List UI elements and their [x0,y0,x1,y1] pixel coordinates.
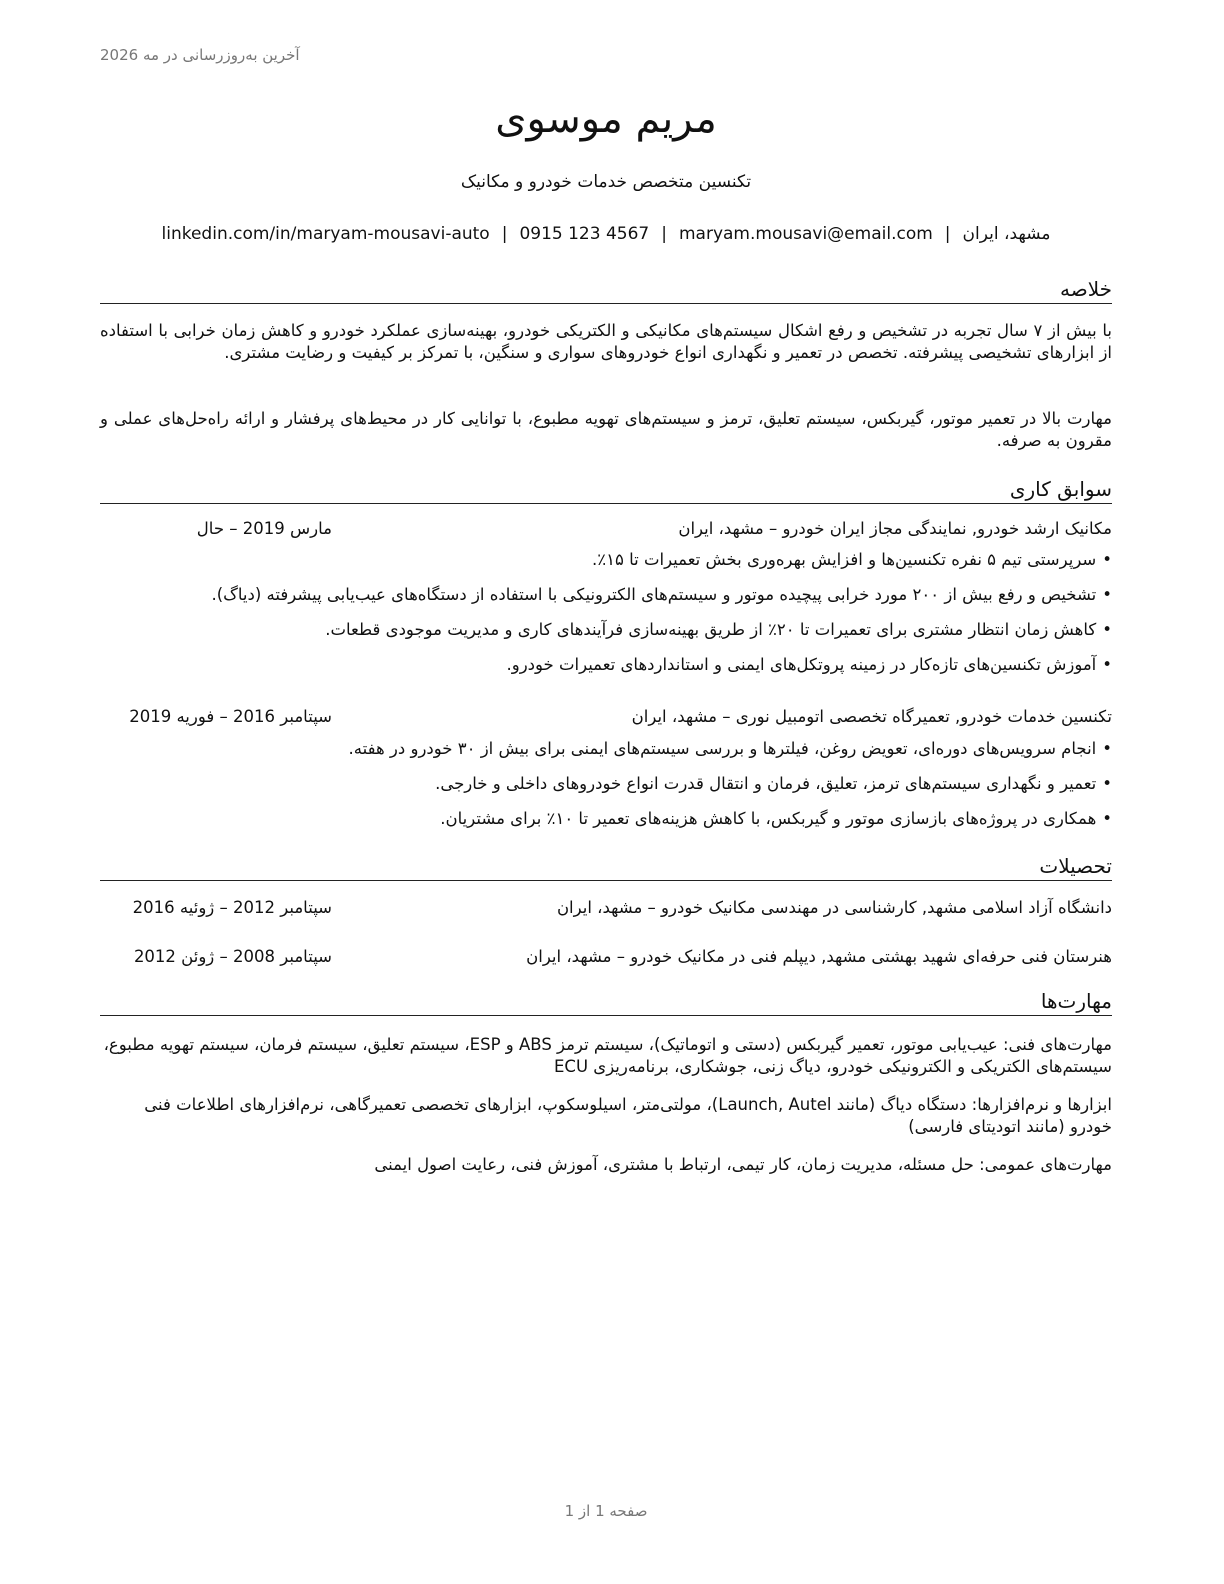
page-number: صفحه 1 از 1 [564,1502,648,1520]
skills-general: مهارت‌های عمومی: حل مسئله، مدیریت زمان، کار تیمی، ارتباط با مشتری، آموزش فنی، رعایت اصول ایمنی [374,1155,1112,1174]
last-updated: آخرین به‌روزرسانی در مه 2026 [100,46,300,64]
list-item: • کاهش زمان انتظار مشتری برای تعمیرات تا ۲۰٪ از طریق بهینه‌سازی فرآیندهای کاری و مدیریت موجودی قطعات. [90,619,1112,641]
contact-separator: | [661,224,667,244]
list-item: • آموزش تکنسین‌های تازه‌کار در زمینه پروتکل‌های ایمنی و استانداردهای تعمیرات خودرو. [90,654,1112,676]
candidate-title: تکنسین متخصص خدمات خودرو و مکانیک [460,172,752,192]
experience-role: مکانیک ارشد خودرو, نمایندگی مجاز ایران خودرو – مشهد، ایران [678,519,1112,538]
list-item: • سرپرستی تیم ۵ نفره تکنسین‌ها و افزایش بهره‌وری بخش تعمیرات تا ۱۵٪. [90,549,1112,571]
list-item: • همکاری در پروژه‌های بازسازی موتور و گیربکس، با کاهش هزینه‌های تعمیر تا ۱۰٪ برای مشتریان. [90,808,1112,830]
skills-technical: مهارت‌های فنی: عیب‌یابی موتور، تعمیر گیربکس (دستی و اتوماتیک)، سیستم ترمز ABS و ESP، سیستم تعلیق، سیستم فرمان، سیستم تهویه مطبوع، سیستم‌های الکتریکی و الکترونیکی خودرو، دیاگ زنی، جوشکاری، برنامه‌ریزی ECU [103,1035,1112,1076]
candidate-name: مریم موسوی [495,96,717,142]
contact-separator: | [501,224,508,244]
contact-line [110,224,1102,244]
experience-bullets [90,738,1112,843]
experience-entry [100,707,1112,731]
summary-paragraph: مهارت بالا در تعمیر موتور، گیربکس، سیستم تعلیق، ترمز و سیستم‌های تهویه مطبوع، با توانایی کار در محیط‌های پرفشار و ارائه راه‌حل‌های عملی و مقرون به صرفه. [100,409,1112,450]
summary-paragraph: با بیش از ۷ سال تجربه در تشخیص و رفع اشکال سیستم‌های مکانیکی و الکتریکی خودرو، بهینه‌سازی عملکرد خودرو و کاهش زمان خرابی با استفاده از ابزارهای تشخیصی پیشرفته. تخصص در تعمیر و نگهداری انواع خودروهای سواری و سنگین، با تمرکز بر کیفیت و رضایت مشتری. [100,321,1112,362]
experience-dates: سپتامبر 2016 – فوریه 2019 [129,707,332,726]
section-heading-skills: مهارت‌ها [100,988,1112,1016]
education-entry [100,947,1112,971]
education-dates: سپتامبر 2008 – ژوئن 2012 [133,947,332,966]
experience-entry [100,519,1112,543]
education-entry [100,898,1112,922]
contact-phone[interactable]: 0915 123 4567 [519,224,650,244]
education-institution: دانشگاه آزاد اسلامی مشهد, کارشناسی در مهندسی مکانیک خودرو – مشهد، ایران [556,898,1112,917]
list-item: • تشخیص و رفع بیش از ۲۰۰ مورد خرابی پیچیده موتور و سیستم‌های الکترونیکی با استفاده از دستگاه‌های عیب‌یابی پیشرفته (دیاگ). [90,584,1112,606]
experience-dates: مارس 2019 – حال [196,519,332,538]
list-item: • انجام سرویس‌های دوره‌ای، تعویض روغن، فیلترها و بررسی سیستم‌های ایمنی برای بیش از ۳۰ خودرو در هفته. [90,738,1112,760]
education-dates: سپتامبر 2012 – ژوئیه 2016 [132,898,332,917]
section-heading-education: تحصیلات [100,853,1112,881]
experience-bullets [90,549,1112,689]
contact-linkedin[interactable]: linkedin.com/in/maryam-mousavi-auto [161,224,490,244]
experience-role: تکنسین خدمات خودرو, تعمیرگاه تخصصی اتومبیل نوری – مشهد، ایران [631,707,1112,726]
section-heading-summary: خلاصه [100,276,1112,304]
contact-location: مشهد، ایران [962,224,1051,244]
contact-email[interactable]: maryam.mousavi@email.com [678,224,933,244]
resume-page [100,0,1112,1584]
list-item: • تعمیر و نگهداری سیستم‌های ترمز، تعلیق، فرمان و انتقال قدرت انواع خودروهای داخلی و خارجی. [90,773,1112,795]
section-heading-experience: سوابق کاری [100,476,1112,504]
education-institution: هنرستان فنی حرفه‌ای شهید بهشتی مشهد, دیپلم فنی در مکانیک خودرو – مشهد، ایران [526,947,1112,966]
contact-separator: | [944,224,951,244]
skills-tools: ابزارها و نرم‌افزارها: دستگاه دیاگ (مانند Launch, Autel)، مولتی‌متر، اسیلوسکوپ، ابزارهای تخصصی تعمیرگاهی، نرم‌افزارهای اطلاعات فنی خودرو (مانند اتودیتای فارسی) [144,1095,1112,1136]
